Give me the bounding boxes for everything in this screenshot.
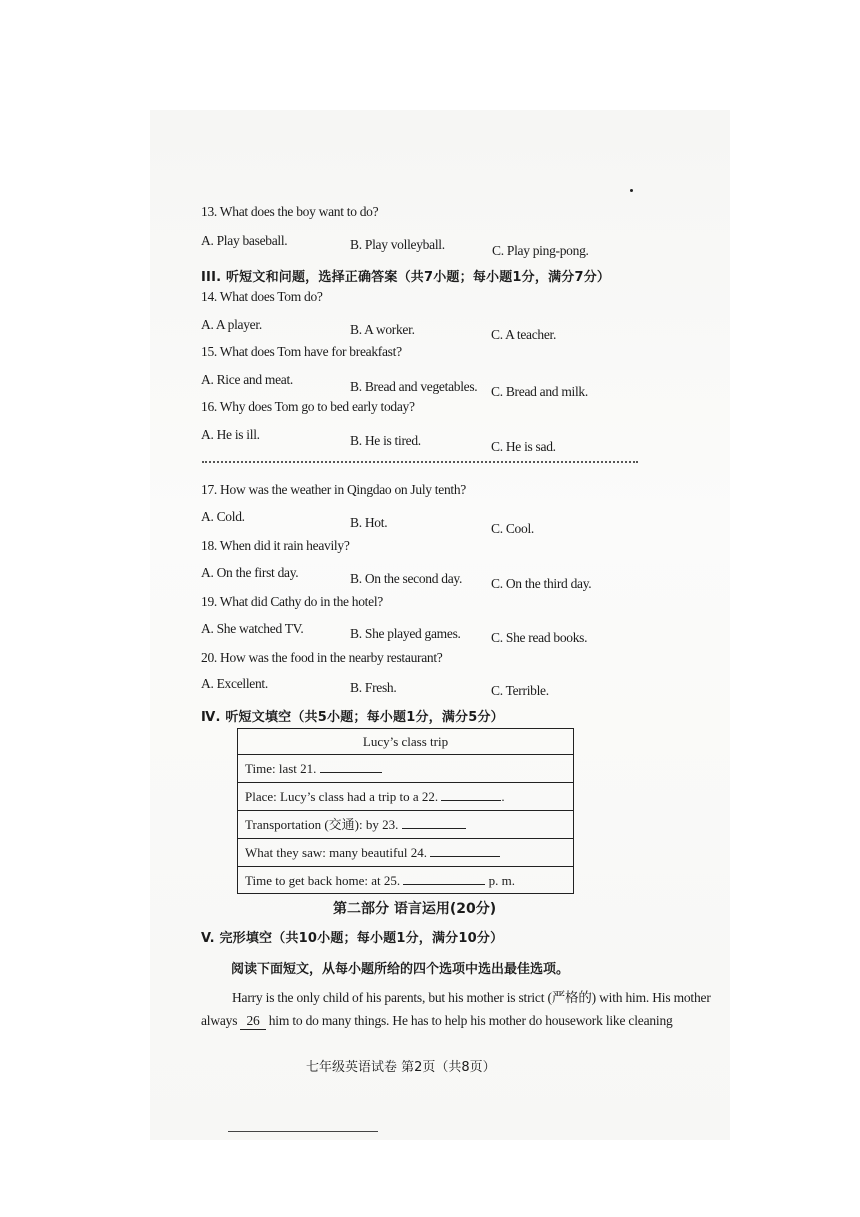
table-row-return-time: Time to get back home: at 25. p. m. <box>238 867 573 894</box>
page-footer: 七年级英语试卷 第2页（共8页） <box>306 1060 496 1075</box>
passage-line-2: always 26 him to do many things. He has to help his mother do housework like cleaning <box>201 1013 673 1028</box>
q18-option-a: A. On the first day. <box>201 565 299 580</box>
q19-option-b: B. She played games. <box>350 626 461 641</box>
q20-option-c: C. Terrible. <box>491 683 549 698</box>
cloze-instruction: 阅读下面短文，从每小题所给的四个选项中选出最佳选项。 <box>231 962 570 977</box>
row-label: Transportation (交通): by 23. <box>245 817 402 832</box>
table-title: Lucy’s class trip <box>238 729 573 755</box>
q20-option-a: A. Excellent. <box>201 676 268 691</box>
row-label: Time: last 21. <box>245 761 320 776</box>
dotted-divider <box>202 461 638 463</box>
q19-option-c: C. She read books. <box>491 630 588 645</box>
q13-option-b: B. Play volleyball. <box>350 237 445 252</box>
row-label: Place: Lucy’s class had a trip to a 22. <box>245 789 442 804</box>
row-label: What they saw: many beautiful 24. <box>245 845 431 860</box>
table-row-transportation <box>238 811 573 839</box>
answer-blank-22[interactable] <box>441 786 501 801</box>
row-label: Time to get back home: at 25. <box>245 873 404 888</box>
q14-option-b: B. A worker. <box>350 322 415 337</box>
table-row-place: Place: Lucy’s class had a trip to a 22. . <box>238 783 573 811</box>
section-v-heading: V. 完形填空（共10小题；每小题1分，满分10分） <box>201 931 504 946</box>
question-13: 13. What does the boy want to do? <box>201 204 379 219</box>
q17-option-a: A. Cold. <box>201 509 245 524</box>
table-row-sights <box>238 839 573 867</box>
question-15: 15. What does Tom have for breakfast? <box>201 344 402 359</box>
q13-option-c: C. Play ping-pong. <box>492 243 589 258</box>
question-18: 18. When did it rain heavily? <box>201 538 350 553</box>
question-20: 20. How was the food in the nearby restaurant? <box>201 650 443 665</box>
section-iii-heading: III. 听短文和问题，选择正确答案（共7小题；每小题1分，满分7分） <box>201 270 611 285</box>
q15-option-b: B. Bread and vegetables. <box>350 379 478 394</box>
q18-option-c: C. On the third day. <box>491 576 592 591</box>
answer-blank-24[interactable] <box>430 842 500 857</box>
q16-option-a: A. He is ill. <box>201 427 260 442</box>
q17-option-b: B. Hot. <box>350 515 388 530</box>
question-19: 19. What did Cathy do in the hotel? <box>201 594 383 609</box>
q20-option-b: B. Fresh. <box>350 680 397 695</box>
q13-option-a: A. Play baseball. <box>201 233 288 248</box>
scan-edge-line <box>228 1131 378 1132</box>
answer-blank-25[interactable] <box>403 870 485 885</box>
answer-blank-21[interactable] <box>320 758 382 773</box>
question-16: 16. Why does Tom go to bed early today? <box>201 399 415 414</box>
q15-option-c: C. Bread and milk. <box>491 384 588 399</box>
q14-option-a: A. A player. <box>201 317 262 332</box>
q17-option-c: C. Cool. <box>491 521 534 536</box>
question-17: 17. How was the weather in Qingdao on July tenth? <box>201 482 466 497</box>
table-row-time <box>238 755 573 783</box>
q19-option-a: A. She watched TV. <box>201 621 304 636</box>
part-two-heading: 第二部分 语言运用(20分) <box>333 901 497 917</box>
answer-blank-23[interactable] <box>402 814 466 829</box>
cloze-blank-26[interactable]: 26 <box>240 1013 265 1030</box>
passage-line-1: Harry is the only child of his parents, but his mother is strict (严格的) with him. His mother <box>232 990 711 1005</box>
q14-option-c: C. A teacher. <box>491 327 557 342</box>
section-iv-heading: Ⅳ. 听短文填空（共5小题；每小题1分，满分5分） <box>201 710 504 725</box>
q15-option-a: A. Rice and meat. <box>201 372 293 387</box>
q16-option-b: B. He is tired. <box>350 433 421 448</box>
question-14: 14. What does Tom do? <box>201 289 323 304</box>
q16-option-c: C. He is sad. <box>491 439 556 454</box>
scan-speck <box>630 189 633 192</box>
q18-option-b: B. On the second day. <box>350 571 463 586</box>
class-trip-table <box>237 728 574 894</box>
